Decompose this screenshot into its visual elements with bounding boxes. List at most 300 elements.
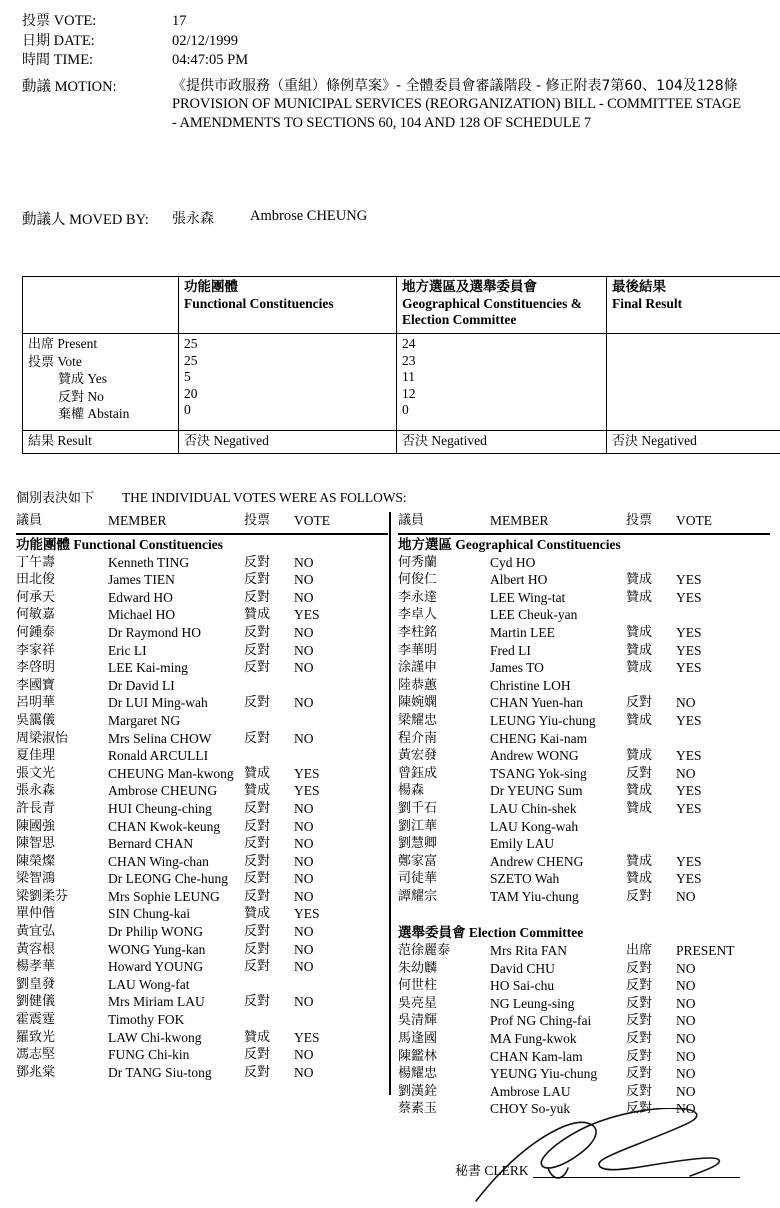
member-name-english: NG Leung-sing [490,995,575,1011]
time-label: 時間 TIME: [22,52,94,68]
vote-value-chinese: 反對 [626,995,653,1011]
vote-value-chinese: 贊成 [626,589,653,605]
member-name-english: Howard YOUNG [108,959,204,975]
motion-block [22,77,772,132]
member-name-chinese: 黃容根 [16,941,56,957]
vote-value-chinese: 反對 [244,642,271,658]
member-name-chinese: 何秀蘭 [398,554,438,570]
vote-value-chinese: 反對 [244,994,271,1010]
vote-value-english: NO [294,836,314,852]
vote-value-english: NO [676,695,696,711]
member-name-english: CHEUNG Man-kwong [108,765,234,781]
vote-value-english [294,1011,374,1029]
member-name-chinese: 劉漢銓 [398,1083,438,1099]
vote-value-english [676,606,756,624]
member-name-english: Dr LEONG Che-hung [108,871,228,887]
vote-value-english: NO [294,924,314,940]
vote-value-english: YES [294,906,320,922]
vote-value-english: NO [294,818,314,834]
vote-number-value: 17 [172,13,187,29]
vote-value-chinese: 反對 [626,1066,653,1082]
date-meta-row [22,32,248,52]
motion-label: 動議 MOTION: [22,79,117,95]
member-name-english: WONG Yung-kan [108,941,206,957]
vote-value-english: NO [294,994,314,1010]
vote-row [16,554,388,572]
member-name-english: CHAN Kwok-keung [108,818,221,834]
member-name-english: LAW Chi-kwong [108,1029,202,1045]
vote-value-chinese: 反對 [244,836,271,852]
column-divider [389,512,391,1095]
vote-value-english: NO [294,624,314,640]
member-name-chinese: 范徐麗泰 [398,943,451,959]
vote-group-title [398,535,770,554]
vote-value-english: YES [676,572,702,588]
member-name-english: Michael HO [108,607,176,623]
member-name-chinese: 陳榮燦 [16,853,56,869]
vote-value-chinese [626,818,676,836]
summary-result-row [23,431,780,454]
vote-value-chinese: 贊成 [626,871,653,887]
vote-value-chinese: 反對 [244,1064,271,1080]
vote-value-chinese: 反對 [626,1101,653,1117]
member-name-english: Ronald ARCULLI [108,748,209,764]
member-name-chinese: 李柱銘 [398,624,438,640]
vote-value-english: YES [676,800,702,816]
vote-row [398,818,770,836]
vote-value-chinese: 反對 [244,624,271,640]
member-name-chinese: 吳靄儀 [16,712,56,728]
vote-row [398,642,770,660]
member-name-chinese: 曾鈺成 [398,765,438,781]
vote-value-chinese [626,730,676,748]
member-name-chinese: 譚耀宗 [398,888,438,904]
individual-votes-heading: 個別表決如下 THE INDIVIDUAL VOTES WERE AS FOLLOWS: [16,490,407,506]
member-name-chinese: 夏佳理 [16,748,56,764]
member-name-english: Dr Raymond HO [108,624,201,640]
result-final-cell: 否決 Negatived [607,431,780,454]
member-name-english: FUNG Chi-kin [108,1047,190,1063]
member-name-english: Bernard CHAN [108,836,194,852]
summary-header-geographical: 地方選區及選舉委員會 Geographical Constituencies & Election Committee [397,277,607,334]
vote-value-chinese: 反對 [244,730,271,746]
member-name-chinese: 何世柱 [398,978,438,994]
vote-value-english: NO [294,1047,314,1063]
vote-group-title-english: Functional Constituencies [70,536,224,552]
vote-row [16,923,388,941]
vote-meta-row [22,12,248,32]
member-name-chinese: 陳國強 [16,818,56,834]
member-name-chinese: 馮志堅 [16,1047,56,1063]
vote-value-english: NO [676,765,696,781]
result-geographical-cell: 否決 Negatived [397,431,607,454]
member-name-chinese: 劉慧卿 [398,836,438,852]
moved-by-block [22,208,367,229]
member-name-english: Christine LOH [490,677,571,693]
motion-text-english-line1: PROVISION OF MUNICIPAL SERVICES (REORGANIZATION) BILL - COMMITTEE STAGE [172,96,741,112]
vote-row [16,941,388,959]
member-name-english: Dr Philip WONG [108,924,204,940]
member-name-english: Ambrose CHEUNG [108,783,218,799]
member-name-chinese: 何承天 [16,589,56,605]
vote-value-chinese: 贊成 [626,624,653,640]
vote-value-chinese [244,747,294,765]
clerk-label: 秘書 CLERK [455,1163,529,1179]
vote-row [398,1030,770,1048]
vote-value-english [294,747,374,765]
member-name-chinese: 李啓明 [16,660,56,676]
value-no-geographical: 12 [402,385,416,401]
vote-value-english [294,976,374,994]
member-name-english: Mrs Miriam LAU [108,994,205,1010]
member-name-english: SIN Chung-kai [108,906,191,922]
member-name-chinese: 陳鑑林 [398,1048,438,1064]
value-abstain-functional: 0 [184,402,191,417]
member-name-chinese: 黃宏發 [398,748,438,764]
vote-row [398,1012,770,1030]
member-name-english: LAU Wong-fat [108,976,190,992]
vote-value-chinese: 反對 [626,1083,653,1099]
vote-value-english: NO [676,1083,696,1099]
vote-value-english: YES [294,1029,320,1045]
vote-row [16,888,388,906]
vote-row [16,765,388,783]
right-groups-container [398,535,770,1118]
vote-value-chinese: 贊成 [244,607,271,623]
moved-by-label: 動議人 MOVED BY: [22,212,149,228]
vote-value-chinese: 贊成 [626,748,653,764]
vote-value-english [294,712,374,730]
vote-row [16,782,388,800]
vote-value-chinese: 反對 [244,871,271,887]
member-name-chinese: 李國寶 [16,677,56,693]
member-name-english: Eric LI [108,642,147,658]
member-name-english: Fred LI [490,642,531,658]
vote-value-english: NO [294,941,314,957]
vote-row [16,730,388,748]
vote-value-chinese: 贊成 [626,642,653,658]
result-label-cell: 結果 Result [23,431,179,454]
vote-value-english: NO [676,1101,696,1117]
vote-value-english: NO [676,1031,696,1047]
vote-value-english: NO [676,888,696,904]
vote-value-chinese: 反對 [244,572,271,588]
vote-value-chinese [244,976,294,994]
vote-value-chinese: 贊成 [626,800,653,816]
summary-corner-cell [23,277,179,334]
vote-value-english: YES [676,871,702,887]
vote-row [16,818,388,836]
left-column-header: 議員 MEMBER 投票 VOTE [16,513,330,528]
member-name-chinese: 李永達 [398,589,438,605]
member-name-english: David CHU [490,960,555,976]
vote-value-english: YES [294,607,320,623]
vote-row [16,659,388,677]
member-name-chinese: 黃宜弘 [16,924,56,940]
vote-value-english [676,554,756,572]
vote-value-english: PRESENT [676,943,735,959]
vote-row [16,677,388,695]
member-name-chinese: 涂謹申 [398,660,438,676]
right-column-header: 議員 MEMBER 投票 VOTE [398,513,712,528]
member-name-english: Emily LAU [490,836,555,852]
vote-row [16,642,388,660]
result-functional-cell: 否決 Negatived [179,431,397,454]
vote-row [398,782,770,800]
vote-value-english: YES [676,642,702,658]
member-name-chinese: 梁劉柔芬 [16,888,69,904]
vote-value-english: NO [294,695,314,711]
member-name-english: CHENG Kai-nam [490,730,588,746]
vote-value-english: NO [294,959,314,975]
vote-value-chinese: 反對 [244,853,271,869]
vote-value-chinese [626,835,676,853]
vote-row [16,835,388,853]
member-name-chinese: 馬逢國 [398,1031,438,1047]
vote-value-english: YES [676,748,702,764]
vote-group-title-english: Geographical Constituencies [452,536,621,552]
value-vote-functional: 25 [184,352,198,368]
vote-row [398,1083,770,1101]
member-name-chinese: 朱幼麟 [398,960,438,976]
vote-row [398,554,770,572]
left-groups-container [16,535,388,1082]
summary-body-row [23,334,780,431]
vote-value-chinese [626,554,676,572]
label-no: 反對 No [58,388,104,405]
member-name-english: Mrs Rita FAN [490,943,568,959]
member-name-chinese: 楊耀忠 [398,1066,438,1082]
vote-row [16,712,388,730]
member-name-chinese: 蔡素玉 [398,1101,438,1117]
vote-value-chinese: 贊成 [244,765,271,781]
member-name-english: Dr LUI Ming-wah [108,695,208,711]
member-name-chinese: 丁午壽 [16,554,56,570]
member-name-chinese: 劉江華 [398,818,438,834]
member-name-english: Dr TANG Siu-tong [108,1064,212,1080]
vote-value-english [676,677,756,695]
member-name-english: Dr YEUNG Sum [490,783,583,799]
member-name-english: YEUNG Yiu-chung [490,1066,598,1082]
clerk-signature [470,1108,750,1203]
vote-row [398,1048,770,1066]
group-spacer [398,905,770,923]
vote-row [398,835,770,853]
right-vote-column [398,512,770,1118]
label-yes: 贊成 Yes [58,371,108,387]
member-name-chinese: 李家祥 [16,642,56,658]
member-name-english: CHAN Yuen-han [490,695,583,711]
vote-value-chinese: 贊成 [244,1029,271,1045]
member-name-english: HO Sai-chu [490,978,555,994]
vote-value-english: NO [294,800,314,816]
summary-values-geographical [397,334,607,431]
member-name-english: MA Fung-kwok [490,1031,577,1047]
vote-group-title-english: Election Committee [465,925,584,941]
vote-value-chinese: 反對 [244,818,271,834]
left-vote-column [16,512,388,1081]
vote-value-chinese: 反對 [244,660,271,676]
member-name-chinese: 張文光 [16,765,56,781]
member-name-english: Prof NG Ching-fai [490,1013,592,1029]
member-name-english: HUI Cheung-ching [108,800,212,816]
vote-value-english: NO [294,554,314,570]
member-name-chinese: 張永森 [16,783,56,799]
member-name-chinese: 鄧兆棠 [16,1064,56,1080]
member-name-english: Dr David LI [108,677,175,693]
vote-row [398,995,770,1013]
vote-value-chinese [626,606,676,624]
member-name-english: LEE Wing-tat [490,589,566,605]
motion-text-english-line2: - AMENDMENTS TO SECTIONS 60, 104 AND 128 OF SCHEDULE 7 [172,114,592,131]
vote-row [16,853,388,871]
member-name-english: Ambrose LAU [490,1083,571,1099]
vote-row [398,765,770,783]
vote-value-english: YES [676,589,702,605]
member-name-english: Andrew WONG [490,748,579,764]
vote-group-title-chinese: 功能團體 [16,536,70,553]
vote-value-chinese: 反對 [244,924,271,940]
vote-row [398,960,770,978]
vote-group-title [398,923,770,942]
member-name-english: LEE Kai-ming [108,660,188,676]
summary-header-final: 最後結果 Final Result [607,277,780,334]
vote-value-english: NO [676,960,696,976]
member-name-english: Martin LEE [490,624,555,640]
member-name-chinese: 鄭家富 [398,853,438,869]
vote-number-label: 投票 VOTE: [22,13,97,29]
vote-row [16,870,388,888]
vote-row [16,800,388,818]
vote-value-chinese [244,677,294,695]
vote-value-chinese: 贊成 [244,906,271,922]
member-name-chinese: 霍震霆 [16,1012,56,1028]
vote-value-english [294,677,374,695]
vote-value-chinese: 贊成 [626,660,653,676]
vote-row [398,870,770,888]
vote-value-chinese: 反對 [626,1013,653,1029]
member-name-english: Edward HO [108,589,173,605]
member-name-chinese: 李卓人 [398,607,438,623]
vote-row [398,589,770,607]
vote-row [16,571,388,589]
member-name-chinese: 單仲偕 [16,906,56,922]
vote-value-english: NO [294,660,314,676]
member-name-chinese: 楊森 [398,783,425,799]
value-yes-geographical: 11 [402,369,415,384]
vote-value-chinese: 贊成 [626,572,653,588]
value-yes-functional: 5 [184,369,191,384]
vote-group-title [16,535,388,554]
summary-header-functional: 功能團體 Functional Constituencies [179,277,397,334]
vote-row [16,976,388,994]
vote-value-english: YES [294,783,320,799]
member-name-chinese: 周梁淑怡 [16,730,69,746]
vote-value-english: NO [676,1013,696,1029]
vote-value-chinese: 反對 [244,888,271,904]
member-name-chinese: 司徒華 [398,871,438,887]
vote-row [398,853,770,871]
vote-row [16,1064,388,1082]
vote-row [398,624,770,642]
vote-row [398,712,770,730]
vote-value-english: NO [676,1066,696,1082]
vote-row [398,571,770,589]
value-abstain-geographical: 0 [402,402,409,417]
vote-row [398,977,770,995]
summary-values-final [607,334,780,431]
vote-value-english: NO [676,978,696,994]
label-vote: 投票 Vote [28,353,82,370]
member-name-chinese: 陸恭蕙 [398,677,438,693]
vote-value-chinese: 反對 [244,959,271,975]
member-name-chinese: 陳智思 [16,836,56,852]
vote-row [16,1046,388,1064]
vote-value-english: NO [294,572,314,588]
member-name-chinese: 吳清輝 [398,1013,438,1029]
vote-row [398,747,770,765]
label-present: 出席 Present [28,336,98,352]
vote-row [16,993,388,1011]
vote-value-english [676,835,756,853]
vote-value-chinese: 贊成 [626,712,653,728]
vote-value-chinese [244,1011,294,1029]
date-label: 日期 DATE: [22,32,95,49]
mover-name-english: Ambrose CHEUNG [250,208,368,224]
member-name-english: LEUNG Yiu-chung [490,712,596,728]
value-vote-geographical: 23 [402,352,416,368]
member-name-english: LAU Chin-shek [490,800,577,816]
vote-value-english [676,730,756,748]
vote-row [16,589,388,607]
vote-value-english: NO [294,730,314,746]
member-name-chinese: 梁智鴻 [16,871,56,887]
member-name-english: TAM Yiu-chung [490,888,579,904]
vote-row [16,694,388,712]
member-name-english: Mrs Selina CHOW [108,730,212,746]
vote-value-english: YES [676,783,702,799]
member-name-english: LEE Cheuk-yan [490,607,578,623]
time-value: 04:47:05 PM [172,52,249,68]
member-name-english: Kenneth TING [108,554,190,570]
vote-row [16,606,388,624]
vote-value-chinese: 反對 [626,765,653,781]
vote-value-chinese: 反對 [244,800,271,816]
vote-value-chinese: 反對 [626,695,653,711]
motion-text-chinese: 《提供市政服務（重組）條例草案》- 全體委員會審議階段 - 修正附表7第60、104及128條 [172,78,738,94]
member-name-chinese: 程介南 [398,730,438,746]
vote-row [398,730,770,748]
summary-values-functional [179,334,397,431]
vote-value-english: NO [294,642,314,658]
label-abstain: 棄權 Abstain [58,406,130,422]
vote-row [398,694,770,712]
vote-value-english: NO [294,1064,314,1080]
vote-row [398,1065,770,1083]
vote-meta-block [22,12,248,71]
vote-row [16,624,388,642]
vote-row [398,606,770,624]
member-name-chinese: 陳婉嫻 [398,695,438,711]
vote-value-english: YES [676,624,702,640]
member-name-chinese: 許長青 [16,800,56,816]
member-name-english: Cyd HO [490,554,536,570]
time-meta-row [22,51,248,71]
vote-value-chinese: 反對 [244,554,271,570]
vote-row [398,677,770,695]
member-name-english: CHAN Kam-lam [490,1048,583,1064]
value-no-functional: 20 [184,385,198,401]
